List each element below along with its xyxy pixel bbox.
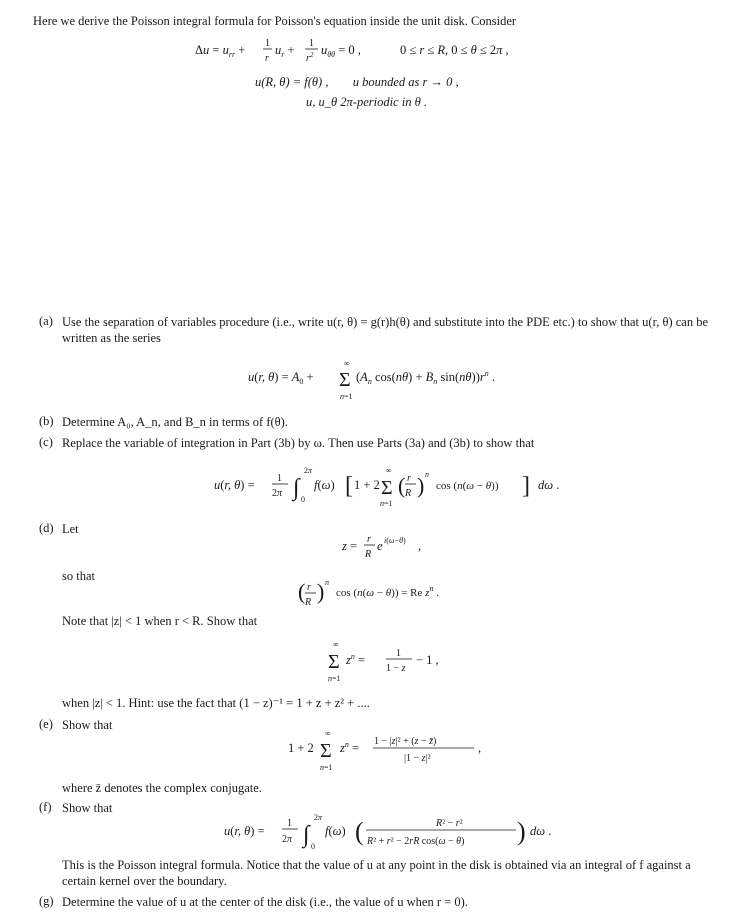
svg-text:n: n <box>425 470 429 479</box>
part-a-text: Use the separation of variables procedure (i.e., write u(r, θ) = g(r)h(θ) and substitute into the PDE etc.) to show that u(r, θ) can be written as the series <box>62 315 709 345</box>
svg-text:dω .: dω . <box>530 824 552 838</box>
svg-text:,: , <box>418 539 422 553</box>
part-d-hint: when |z| < 1. Hint: use the fact that (1 − z)⁻¹ = 1 + z + z² + .... <box>62 696 370 710</box>
svg-text:Σ: Σ <box>328 651 340 673</box>
svg-text:Σ: Σ <box>339 369 351 391</box>
part-g-label: (g) <box>39 894 54 908</box>
svg-text:1 − z: 1 − z <box>386 663 406 674</box>
svg-text:u(r, θ) =: u(r, θ) = <box>224 824 265 838</box>
svg-text:u(r, θ) = A0 +: u(r, $\theta) = A_0$ + <box>248 370 314 386</box>
svg-text:∞: ∞ <box>344 359 350 368</box>
svg-text:n: n <box>325 578 329 587</box>
eq-bc <box>255 74 459 90</box>
svg-text:∫: ∫ <box>303 822 310 848</box>
part-a-label: (a) <box>39 314 53 328</box>
svg-text:Σ: Σ <box>320 740 332 762</box>
svg-text:1 − |z|² + (z − z̄): 1 − |z|² + (z − z̄) <box>374 736 437 747</box>
svg-text:cos (n(ω − θ)): cos (n(ω − θ)) <box>436 480 499 492</box>
svg-text:0: 0 <box>311 842 315 851</box>
part-d-text: Let <box>62 522 79 536</box>
svg-text:r: r <box>265 53 269 64</box>
svg-text:1 + 2: 1 + 2 <box>288 741 314 755</box>
svg-text:2π: 2π <box>304 466 313 475</box>
svg-text:zn =: $z^n$ = <box>346 652 366 667</box>
svg-text:zn =: $z^n$ = <box>340 740 360 755</box>
svg-text:∫: ∫ <box>293 475 300 501</box>
svg-text:n=1: n=1 <box>380 499 393 508</box>
svg-text:∞: ∞ <box>333 640 339 649</box>
svg-text:R² − r²: R² − r² <box>436 818 463 829</box>
part-d-label: (d) <box>39 521 54 535</box>
svg-text:1: 1 <box>265 38 270 49</box>
bc-lhs: u(R, θ) = f(θ) , <box>255 75 329 89</box>
eq-a-series <box>248 358 538 404</box>
svg-text:): ) <box>517 817 526 846</box>
svg-text:z =: z = <box>342 539 358 553</box>
svg-text:1 + 2: 1 + 2 <box>354 478 380 492</box>
svg-text:]: ] <box>522 473 530 499</box>
svg-text:2π: 2π <box>272 488 283 499</box>
svg-text:R: R <box>365 549 372 560</box>
svg-text:[: [ <box>345 473 353 499</box>
eq-pde <box>195 36 565 70</box>
svg-text:1: 1 <box>287 818 292 829</box>
part-b-text: Determine A₀, A_n, and B_n in terms of f(θ). <box>62 415 288 429</box>
svg-text:(An cos(nθ) + Bn sin(nθ))rn .: ($A_n$ $\cos(n\theta) + B_n$ $\sin(n\theta))r^n$ . <box>356 369 495 386</box>
svg-text:R: R <box>405 488 412 499</box>
intro-text: Here we derive the Poisson integral formula for Poisson's equation inside the unit disk. Consider <box>33 14 517 28</box>
part-e-text: Show that <box>62 718 113 732</box>
svg-text:,: , <box>478 741 482 755</box>
bc-rhs: u bounded as r → 0 , <box>352 75 459 89</box>
svg-text:2π: 2π <box>314 813 323 822</box>
svg-text:0: 0 <box>301 495 305 504</box>
svg-text:− 1 ,: − 1 , <box>416 653 439 667</box>
part-e-label: (e) <box>39 717 53 731</box>
svg-text:1: 1 <box>309 38 314 49</box>
svg-text:f(ω): f(ω) <box>314 478 335 492</box>
svg-text:): ) <box>317 579 325 604</box>
svg-text:u(r, θ) =: u(r, θ) = <box>214 478 255 492</box>
svg-text:∞: ∞ <box>325 729 331 738</box>
svg-text:r2: $r^2$ <box>306 51 314 64</box>
svg-text:e: e <box>377 539 383 553</box>
part-c-label: (c) <box>39 435 53 449</box>
svg-text:(: ( <box>298 579 306 604</box>
eq-d-z <box>342 530 442 566</box>
svg-text:r: r <box>307 582 311 593</box>
part-f-label: (f) <box>39 800 52 814</box>
svg-text:cos (n(ω − θ)) = Re zn .: cos (n(ω − θ)) = Re $z^n$ . <box>336 584 439 599</box>
svg-text:Σ: Σ <box>381 477 393 499</box>
svg-text:1: 1 <box>277 473 282 484</box>
part-d-note: Note that |z| < 1 when r < R. Show that <box>62 614 258 628</box>
svg-text:(: ( <box>355 817 364 846</box>
part-f-remark: This is the Poisson integral formula. Notice that the value of u at any point in the disk is obtained via an integral of f against a certain kernel over the boundary. <box>62 858 691 888</box>
svg-text:R: R <box>305 597 312 608</box>
svg-text:i(ω−θ): i(ω−θ) <box>384 536 406 545</box>
svg-text:2π: 2π <box>282 834 293 845</box>
svg-text:dω .: dω . <box>538 478 560 492</box>
part-d-so-that: so that <box>62 569 95 583</box>
svg-text:Δu = urr +: $\Delta u = u_{rr}$ + <box>195 43 246 59</box>
svg-text:f(ω): f(ω) <box>325 824 346 838</box>
eq-e-kernel <box>288 728 498 776</box>
svg-text:n=1: n=1 <box>340 392 353 401</box>
svg-text:n=1: n=1 <box>320 763 333 772</box>
part-f-text: Show that <box>62 801 113 815</box>
part-g-text: Determine the value of u at the center of the disk (i.e., the value of u when r = 0). <box>62 895 468 909</box>
svg-text:1: 1 <box>396 648 401 659</box>
svg-text:): ) <box>417 473 425 498</box>
part-b-label: (b) <box>39 414 54 428</box>
part-e-where: where z̄ denotes the complex conjugate. <box>62 781 262 795</box>
svg-text:r: r <box>367 534 371 545</box>
eq-d-re <box>298 578 488 612</box>
svg-text:r: r <box>407 473 411 484</box>
eq-c-integral <box>214 462 574 512</box>
eq-d-geom <box>326 638 466 686</box>
svg-text:|1 − z|²: |1 − z|² <box>404 753 431 764</box>
svg-text:n=1: n=1 <box>328 674 341 683</box>
part-c-text: Replace the variable of integration in Part (3b) by ω. Then use Parts (3a) and (3b) to show that <box>62 436 535 450</box>
svg-text:uθθ = 0 ,: $u_{\theta\theta} = 0$ , <box>321 43 361 59</box>
eq-f-poisson <box>224 812 564 858</box>
svg-text:(: ( <box>398 473 406 498</box>
eq-periodic: u, u_θ 2π-periodic in θ . <box>306 95 427 109</box>
svg-text:ur +: $u_r$ + <box>275 43 295 59</box>
svg-text:R² + r² − 2rR cos(ω − θ): R² + r² − 2rR cos(ω − θ) <box>367 836 465 847</box>
svg-text:∞: ∞ <box>386 466 392 475</box>
svg-text:0 ≤ r ≤ R, 0 ≤ θ ≤ 2π ,: 0 ≤ r ≤ R, 0 ≤ θ ≤ 2π , <box>400 43 509 57</box>
